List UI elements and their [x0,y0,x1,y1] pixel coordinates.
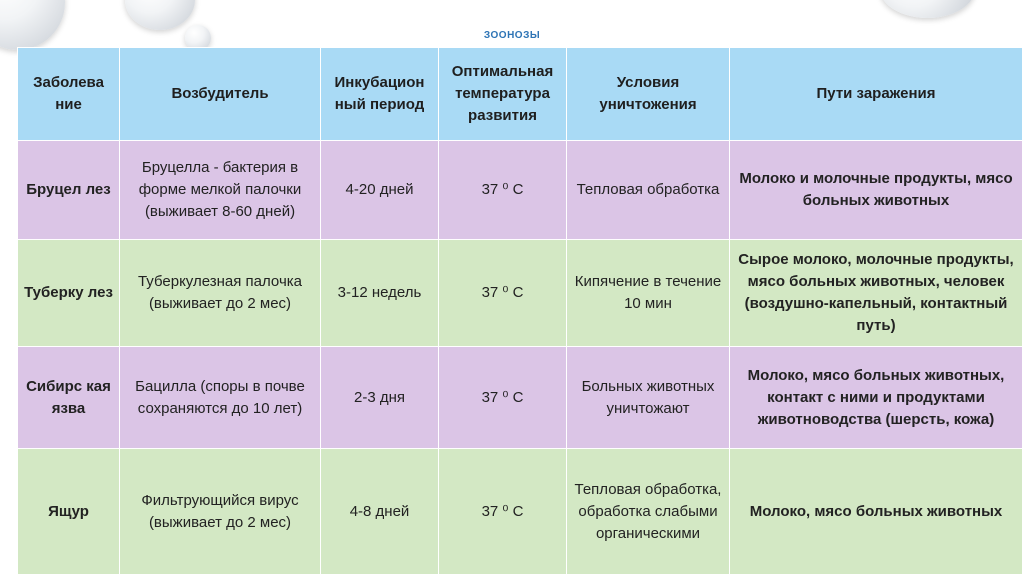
header-disease: Заболева ние [18,48,120,141]
ways-cell: Молоко и молочные продукты, мясо больных животных [730,141,1023,240]
header-destruction: Условия уничтожения [567,48,730,141]
destruction-cell: Кипячение в течение 10 мин [567,240,730,347]
incubation-cell: 4-20 дней [321,141,439,240]
temperature-cell: 37 ⁰ С [439,141,567,240]
header-agent: Возбудитель [120,48,321,141]
destruction-cell: Тепловая обработка [567,141,730,240]
agent-cell: Бацилла (споры в почве сохраняются до 10 лет) [120,347,321,449]
header-ways: Пути заражения [730,48,1023,141]
temperature-cell: 37 ⁰ С [439,449,567,575]
table-row [18,449,1023,575]
water-drop-decoration [880,0,975,18]
water-drop-decoration [125,0,195,30]
incubation-cell: 4-8 дней [321,449,439,575]
agent-cell: Бруцелла - бактерия в форме мелкой палочки (выживает 8-60 дней) [120,141,321,240]
temperature-cell: 37 ⁰ С [439,240,567,347]
header-temperature: Оптимальная температура развития [439,48,567,141]
table-row [18,347,1023,449]
destruction-cell: Тепловая обработка, обработка слабыми органическими [567,449,730,575]
incubation-cell: 3-12 недель [321,240,439,347]
water-drop-decoration [0,0,65,50]
disease-cell: Туберку лез [18,240,120,347]
agent-cell: Туберкулезная палочка (выживает до 2 мес) [120,240,321,347]
temperature-cell: 37 ⁰ С [439,347,567,449]
zoonoses-table [17,47,1023,575]
table-row [18,141,1023,240]
disease-cell: Ящур [18,449,120,575]
ways-cell: Молоко, мясо больных животных, контакт с ними и продуктами животноводства (шерсть, кожа) [730,347,1023,449]
table-row [18,240,1023,347]
destruction-cell: Больных животных уничтожают [567,347,730,449]
ways-cell: Молоко, мясо больных животных [730,449,1023,575]
incubation-cell: 2-3 дня [321,347,439,449]
table-header-row [18,48,1023,141]
ways-cell: Сырое молоко, молочные продукты, мясо больных животных, человек (воздушно-капельный, контактный путь) [730,240,1023,347]
header-incubation: Инкубацион ный период [321,48,439,141]
slide-title: ЗООНОЗЫ [483,30,541,41]
disease-cell: Сибирс кая язва [18,347,120,449]
agent-cell: Фильтрующийся вирус (выживает до 2 мес) [120,449,321,575]
disease-cell: Бруцел лез [18,141,120,240]
